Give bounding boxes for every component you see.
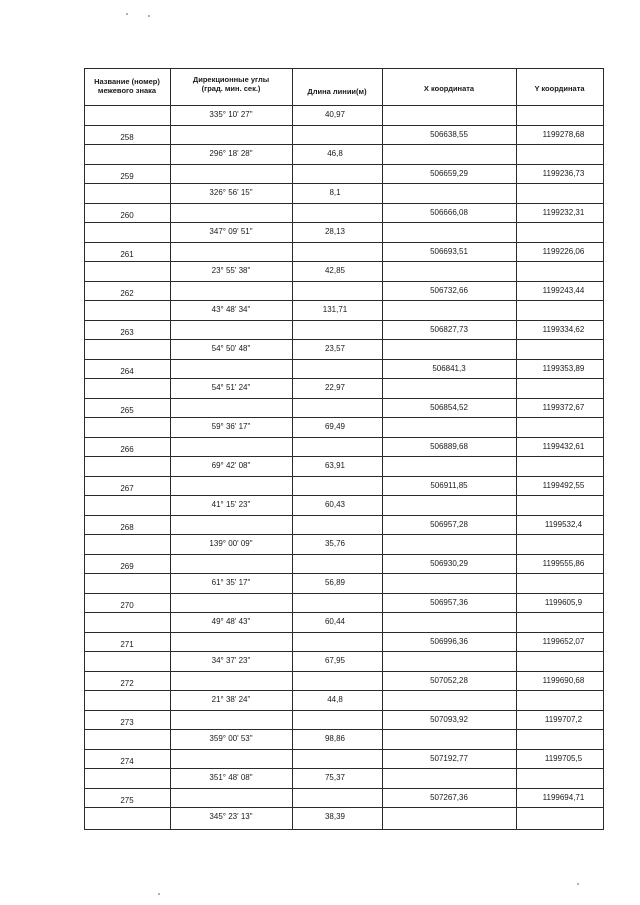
segment-length: 8,1 bbox=[329, 188, 341, 197]
point-y: 1199278,68 bbox=[542, 129, 585, 139]
point-name: 261 bbox=[120, 249, 134, 259]
row-divider bbox=[84, 515, 604, 516]
point-y: 1199705,5 bbox=[544, 753, 583, 763]
point-x: 506841,3 bbox=[432, 363, 466, 373]
point-x: 507192,77 bbox=[430, 753, 468, 763]
row-divider bbox=[84, 320, 604, 321]
header-bottom-line bbox=[84, 105, 604, 106]
segment-length: 63,91 bbox=[324, 461, 346, 470]
row-divider bbox=[84, 768, 604, 769]
point-y: 1199694,71 bbox=[542, 792, 585, 802]
row-divider bbox=[84, 398, 604, 399]
point-y: 1199236,73 bbox=[542, 168, 585, 178]
point-name: 266 bbox=[120, 444, 134, 454]
point-x: 506732,66 bbox=[430, 285, 468, 295]
row-divider bbox=[84, 300, 604, 301]
scan-speck bbox=[577, 883, 579, 885]
header-angles-line1: Дирекционные углы bbox=[192, 75, 270, 84]
row-divider bbox=[84, 788, 604, 789]
point-x: 506666,08 bbox=[430, 207, 468, 217]
point-x: 506996,36 bbox=[430, 636, 468, 646]
segment-length: 28,13 bbox=[324, 227, 346, 236]
header-angles bbox=[170, 75, 292, 93]
segment-length: 23,57 bbox=[324, 344, 346, 353]
point-x: 507093,92 bbox=[430, 714, 468, 724]
point-x: 507267,36 bbox=[430, 792, 468, 802]
point-name: 267 bbox=[120, 483, 134, 493]
segment-length: 75,37 bbox=[324, 773, 346, 782]
segment-angle: 347° 09' 51" bbox=[209, 227, 253, 236]
segment-length: 98,86 bbox=[324, 734, 346, 743]
row-divider bbox=[84, 203, 604, 204]
segment-angle: 49° 48' 43" bbox=[211, 617, 251, 626]
point-x: 506957,28 bbox=[430, 519, 468, 529]
point-x: 506889,68 bbox=[430, 441, 468, 451]
point-y: 1199532,4 bbox=[544, 519, 583, 529]
row-divider bbox=[84, 437, 604, 438]
point-name: 260 bbox=[120, 210, 134, 220]
point-name: 272 bbox=[120, 678, 134, 688]
point-x: 506930,29 bbox=[430, 558, 468, 568]
point-x: 506911,85 bbox=[430, 480, 468, 490]
header-y: Y координата bbox=[534, 84, 585, 93]
segment-length: 22,97 bbox=[324, 383, 346, 392]
segment-angle: 345° 23' 13" bbox=[209, 812, 253, 821]
scan-speck bbox=[158, 893, 160, 895]
segment-angle: 41° 15' 23" bbox=[211, 500, 251, 509]
point-y: 1199707,2 bbox=[544, 714, 583, 724]
point-y: 1199243,44 bbox=[542, 285, 585, 295]
row-divider bbox=[84, 456, 604, 457]
segment-angle: 335° 10' 27" bbox=[209, 110, 253, 119]
row-divider bbox=[84, 554, 604, 555]
segment-length: 35,76 bbox=[324, 539, 346, 548]
point-name: 264 bbox=[120, 366, 134, 376]
point-name: 263 bbox=[120, 327, 134, 337]
row-divider bbox=[84, 476, 604, 477]
point-x: 507052,28 bbox=[430, 675, 468, 685]
segment-length: 69,49 bbox=[324, 422, 346, 431]
point-name: 270 bbox=[120, 600, 134, 610]
point-y: 1199652,07 bbox=[542, 636, 585, 646]
point-x: 506659,29 bbox=[430, 168, 468, 178]
segment-length: 60,43 bbox=[324, 500, 346, 509]
boundary-points-table bbox=[84, 68, 604, 830]
row-divider bbox=[84, 807, 604, 808]
segment-length: 60,44 bbox=[324, 617, 346, 626]
segment-angle: 69° 42' 08" bbox=[211, 461, 251, 470]
row-divider bbox=[84, 281, 604, 282]
row-divider bbox=[84, 690, 604, 691]
segment-angle: 139° 00' 09" bbox=[209, 539, 253, 548]
header-name-line2: межевого знака bbox=[97, 86, 157, 95]
row-divider bbox=[84, 710, 604, 711]
point-name: 269 bbox=[120, 561, 134, 571]
header-length: Длина линии(м) bbox=[307, 87, 367, 96]
point-y: 1199353,89 bbox=[542, 363, 585, 373]
row-divider bbox=[84, 261, 604, 262]
point-x: 506854,52 bbox=[430, 402, 468, 412]
point-y: 1199690,68 bbox=[542, 675, 585, 685]
row-divider bbox=[84, 144, 604, 145]
point-x: 506693,51 bbox=[430, 246, 468, 256]
point-y: 1199432,61 bbox=[542, 441, 585, 451]
row-divider bbox=[84, 671, 604, 672]
scan-speck bbox=[126, 13, 128, 15]
segment-length: 56,89 bbox=[324, 578, 346, 587]
segment-angle: 351° 48' 08" bbox=[209, 773, 253, 782]
point-y: 1199605,9 bbox=[544, 597, 583, 607]
point-name: 258 bbox=[120, 132, 134, 142]
segment-angle: 296° 18' 28" bbox=[209, 149, 253, 158]
scan-speck bbox=[148, 15, 150, 17]
point-y: 1199226,06 bbox=[542, 246, 585, 256]
row-divider bbox=[84, 573, 604, 574]
segment-angle: 34° 37' 23" bbox=[211, 656, 251, 665]
segment-angle: 359° 00' 53" bbox=[209, 734, 253, 743]
segment-angle: 21° 38' 24" bbox=[211, 695, 251, 704]
row-divider bbox=[84, 183, 604, 184]
row-divider bbox=[84, 651, 604, 652]
header-name bbox=[84, 77, 170, 95]
point-y: 1199232,31 bbox=[542, 207, 585, 217]
row-divider bbox=[84, 359, 604, 360]
point-y: 1199492,55 bbox=[542, 480, 585, 490]
header-name-line1: Название (номер) bbox=[94, 77, 160, 86]
point-name: 271 bbox=[120, 639, 134, 649]
row-divider bbox=[84, 417, 604, 418]
row-divider bbox=[84, 222, 604, 223]
segment-angle: 54° 50' 48" bbox=[211, 344, 251, 353]
row-divider bbox=[84, 612, 604, 613]
table-border-top bbox=[84, 68, 604, 69]
segment-angle: 61° 35' 17" bbox=[211, 578, 251, 587]
segment-angle: 23° 55' 38" bbox=[211, 266, 251, 275]
table-border-bottom bbox=[84, 829, 604, 830]
row-divider bbox=[84, 749, 604, 750]
point-y: 1199334,62 bbox=[542, 324, 585, 334]
segment-length: 46,8 bbox=[327, 149, 343, 158]
point-x: 506957,36 bbox=[430, 597, 468, 607]
segment-angle: 326° 56' 15" bbox=[209, 188, 253, 197]
row-divider bbox=[84, 534, 604, 535]
header-angles-line2: (град. мин. сек.) bbox=[201, 84, 261, 93]
segment-length: 42,85 bbox=[324, 266, 346, 275]
segment-length: 40,97 bbox=[324, 110, 346, 119]
point-name: 275 bbox=[120, 795, 134, 805]
row-divider bbox=[84, 125, 604, 126]
segment-length: 44,8 bbox=[327, 695, 343, 704]
segment-angle: 43° 48' 34" bbox=[211, 305, 251, 314]
segment-angle: 54° 51' 24" bbox=[211, 383, 251, 392]
row-divider bbox=[84, 632, 604, 633]
row-divider bbox=[84, 495, 604, 496]
point-y: 1199372,67 bbox=[542, 402, 585, 412]
segment-length: 131,71 bbox=[322, 305, 348, 314]
point-name: 268 bbox=[120, 522, 134, 532]
point-name: 262 bbox=[120, 288, 134, 298]
point-name: 273 bbox=[120, 717, 134, 727]
point-x: 506638,55 bbox=[430, 129, 468, 139]
row-divider bbox=[84, 339, 604, 340]
row-divider bbox=[84, 593, 604, 594]
point-name: 265 bbox=[120, 405, 134, 415]
segment-length: 67,95 bbox=[324, 656, 346, 665]
point-name: 274 bbox=[120, 756, 134, 766]
row-divider bbox=[84, 729, 604, 730]
row-divider bbox=[84, 164, 604, 165]
row-divider bbox=[84, 242, 604, 243]
row-divider bbox=[84, 378, 604, 379]
header-x: X координата bbox=[423, 84, 475, 93]
point-name: 259 bbox=[120, 171, 134, 181]
segment-length: 38,39 bbox=[324, 812, 346, 821]
point-x: 506827,73 bbox=[430, 324, 468, 334]
segment-angle: 59° 36' 17" bbox=[211, 422, 251, 431]
point-y: 1199555,86 bbox=[542, 558, 585, 568]
